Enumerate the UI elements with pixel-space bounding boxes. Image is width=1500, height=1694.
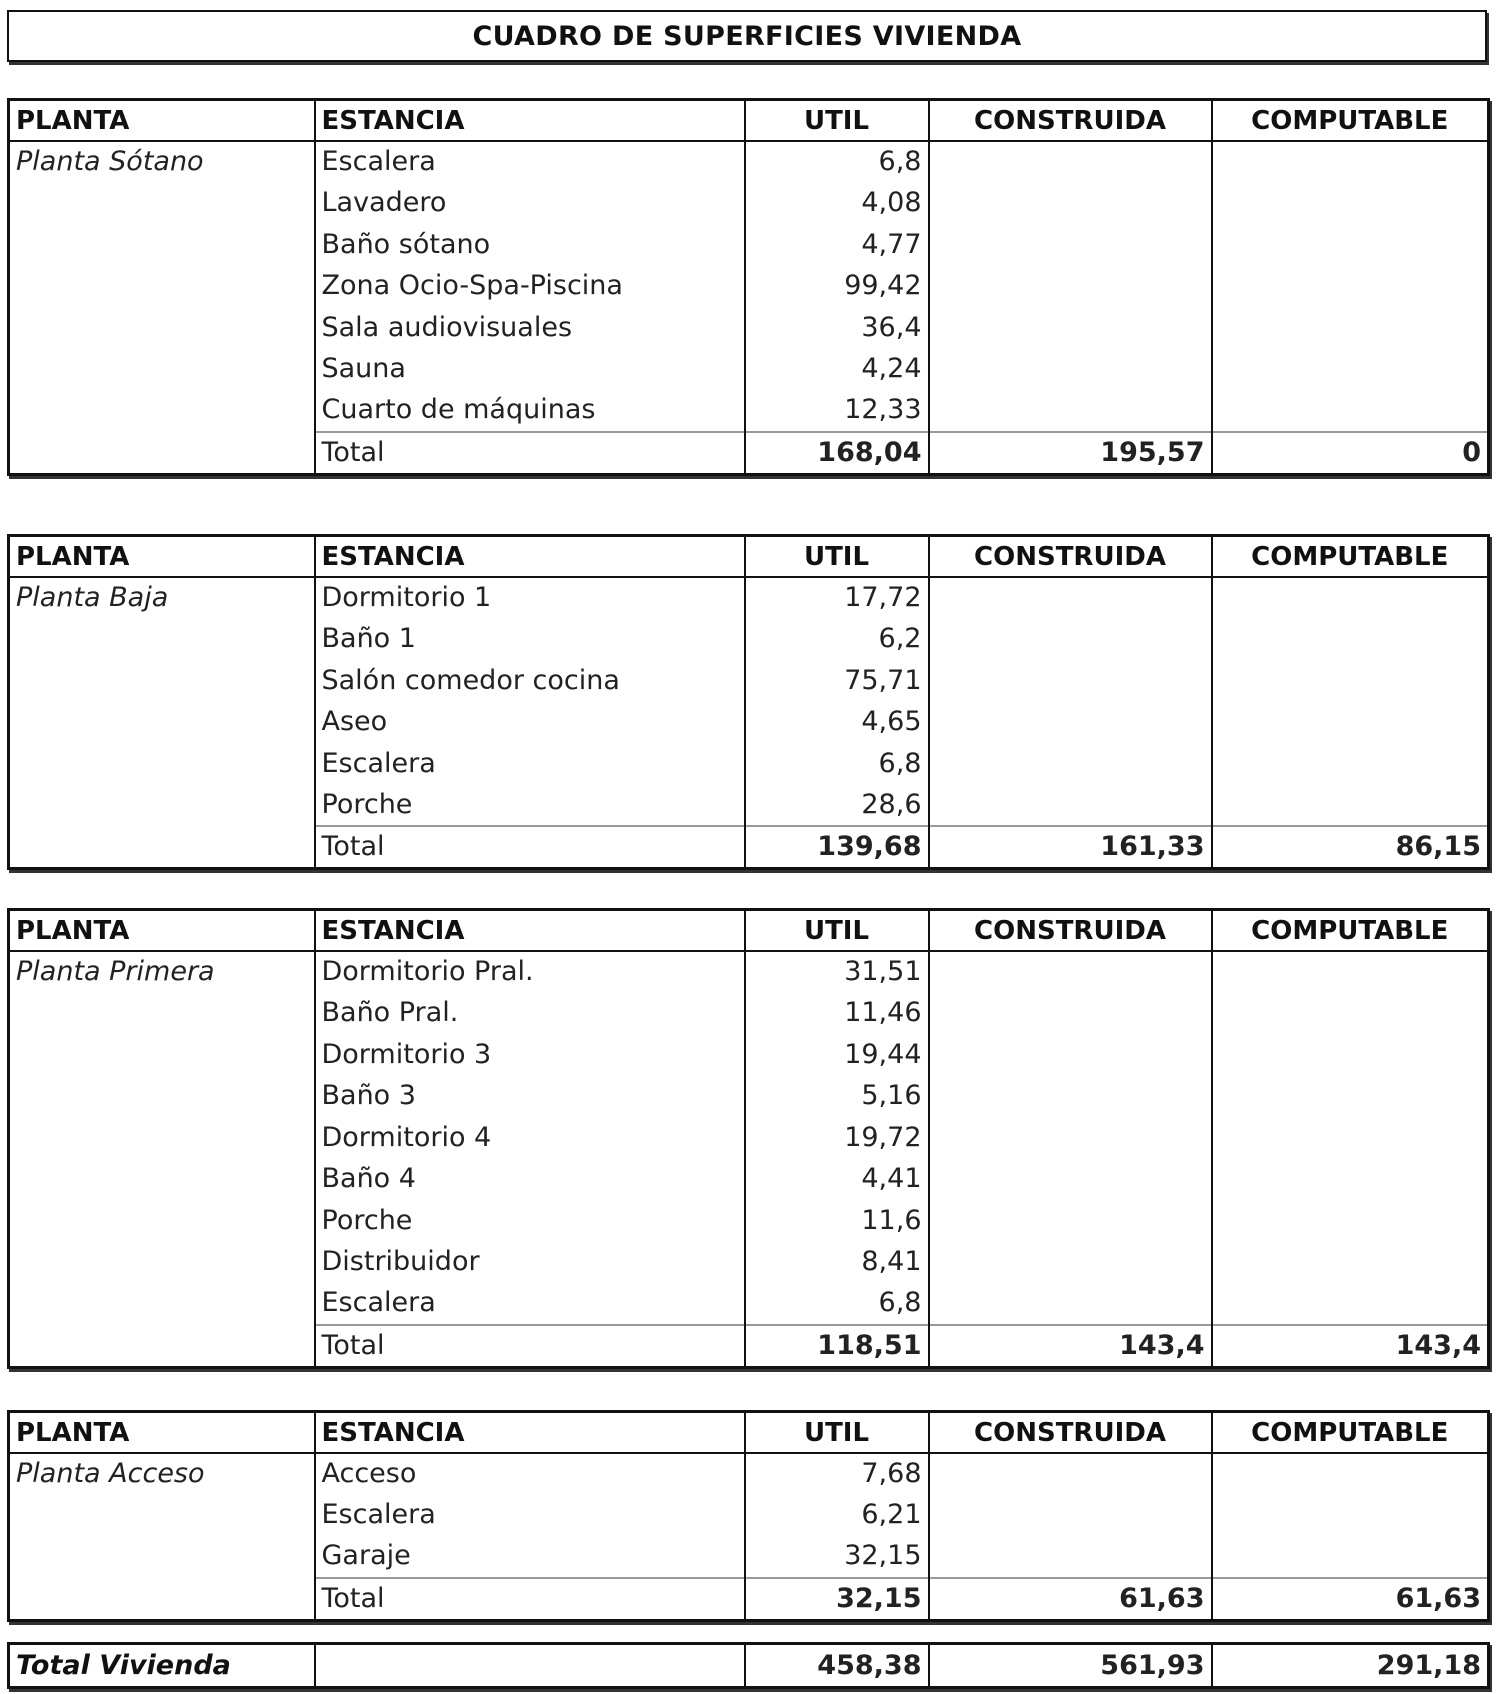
table-row (9, 141, 1489, 183)
room-construida (929, 1453, 1212, 1495)
room-util: 11,6 (745, 1200, 929, 1242)
room-computable (1212, 785, 1489, 827)
room-name: Lavadero (315, 183, 745, 225)
header-util: UTIL (745, 910, 929, 952)
room-computable (1212, 1076, 1489, 1118)
header-estancia: ESTANCIA (315, 536, 745, 578)
room-construida (929, 390, 1212, 432)
grand-total-row (9, 1644, 1489, 1688)
room-construida (929, 660, 1212, 702)
room-computable (1212, 577, 1489, 619)
room-util: 31,51 (745, 951, 929, 993)
room-construida (929, 1536, 1212, 1578)
total-label: Total (315, 1325, 745, 1368)
room-util: 5,16 (745, 1076, 929, 1118)
room-computable (1212, 307, 1489, 349)
room-computable (1212, 660, 1489, 702)
total-computable: 143,4 (1212, 1325, 1489, 1368)
room-name: Porche (315, 1200, 745, 1242)
room-util: 19,72 (745, 1117, 929, 1159)
header-estancia: ESTANCIA (315, 910, 745, 952)
header-computable: COMPUTABLE (1212, 100, 1489, 142)
room-computable (1212, 1200, 1489, 1242)
room-construida (929, 1495, 1212, 1537)
room-computable (1212, 1495, 1489, 1537)
room-util: 4,41 (745, 1159, 929, 1201)
header-computable: COMPUTABLE (1212, 1412, 1489, 1454)
room-construida (929, 183, 1212, 225)
room-name: Salón comedor cocina (315, 660, 745, 702)
room-construida (929, 1283, 1212, 1325)
header-planta: PLANTA (9, 1412, 315, 1454)
room-util: 12,33 (745, 390, 929, 432)
room-computable (1212, 1159, 1489, 1201)
room-construida (929, 743, 1212, 785)
room-name: Baño sótano (315, 224, 745, 266)
header-computable: COMPUTABLE (1212, 536, 1489, 578)
header-row (9, 100, 1489, 142)
total-label: Total (315, 432, 745, 475)
room-computable (1212, 266, 1489, 308)
room-computable (1212, 993, 1489, 1035)
room-name: Zona Ocio-Spa-Piscina (315, 266, 745, 308)
room-util: 4,65 (745, 702, 929, 744)
total-util: 168,04 (745, 432, 929, 475)
total-construida: 61,63 (929, 1578, 1212, 1621)
planta-name: Planta Sótano (16, 146, 204, 177)
grand-total-label: Total Vivienda (16, 1649, 231, 1681)
planta-name: Planta Primera (16, 956, 215, 987)
room-construida (929, 785, 1212, 827)
header-planta: PLANTA (9, 100, 315, 142)
floor-table (7, 908, 1490, 1369)
grand-total-empty (315, 1644, 745, 1688)
room-name: Porche (315, 785, 745, 827)
total-computable: 86,15 (1212, 826, 1489, 869)
room-util: 99,42 (745, 266, 929, 308)
table-row (9, 1453, 1489, 1495)
room-util: 6,21 (745, 1495, 929, 1537)
room-computable (1212, 141, 1489, 183)
grand-total-table (7, 1642, 1490, 1689)
room-construida (929, 619, 1212, 661)
total-util: 118,51 (745, 1325, 929, 1368)
room-name: Dormitorio 4 (315, 1117, 745, 1159)
room-util: 6,8 (745, 141, 929, 183)
room-name: Escalera (315, 1495, 745, 1537)
table-row (9, 577, 1489, 619)
grand-total-computable: 291,18 (1212, 1644, 1489, 1688)
room-computable (1212, 743, 1489, 785)
room-name: Sala audiovisuales (315, 307, 745, 349)
room-name: Escalera (315, 141, 745, 183)
room-construida (929, 951, 1212, 993)
room-construida (929, 702, 1212, 744)
header-construida: CONSTRUIDA (929, 1412, 1212, 1454)
planta-name: Planta Baja (16, 582, 169, 613)
room-computable (1212, 1536, 1489, 1578)
header-util: UTIL (745, 100, 929, 142)
total-label: Total (315, 1578, 745, 1621)
room-util: 28,6 (745, 785, 929, 827)
header-util: UTIL (745, 1412, 929, 1454)
room-name: Escalera (315, 743, 745, 785)
floor-table (7, 1410, 1490, 1622)
room-name: Sauna (315, 349, 745, 391)
room-name: Dormitorio 1 (315, 577, 745, 619)
total-construida: 195,57 (929, 432, 1212, 475)
header-construida: CONSTRUIDA (929, 100, 1212, 142)
room-name: Cuarto de máquinas (315, 390, 745, 432)
room-construida (929, 1034, 1212, 1076)
room-construida (929, 993, 1212, 1035)
room-construida (929, 349, 1212, 391)
room-util: 4,77 (745, 224, 929, 266)
room-computable (1212, 1453, 1489, 1495)
room-name: Baño 1 (315, 619, 745, 661)
room-name: Baño Pral. (315, 993, 745, 1035)
total-util: 139,68 (745, 826, 929, 869)
room-name: Dormitorio Pral. (315, 951, 745, 993)
room-computable (1212, 390, 1489, 432)
room-construida (929, 266, 1212, 308)
grand-total-util: 458,38 (745, 1644, 929, 1688)
total-construida: 161,33 (929, 826, 1212, 869)
room-computable (1212, 224, 1489, 266)
header-util: UTIL (745, 536, 929, 578)
header-row (9, 1412, 1489, 1454)
header-construida: CONSTRUIDA (929, 536, 1212, 578)
floor-table (7, 534, 1490, 870)
total-construida: 143,4 (929, 1325, 1212, 1368)
room-construida (929, 1200, 1212, 1242)
room-computable (1212, 183, 1489, 225)
room-name: Garaje (315, 1536, 745, 1578)
grand-total-construida: 561,93 (929, 1644, 1212, 1688)
room-computable (1212, 619, 1489, 661)
room-util: 32,15 (745, 1536, 929, 1578)
room-name: Escalera (315, 1283, 745, 1325)
room-computable (1212, 349, 1489, 391)
total-util: 32,15 (745, 1578, 929, 1621)
room-computable (1212, 1117, 1489, 1159)
page-title: CUADRO DE SUPERFICIES VIVIENDA (7, 10, 1487, 62)
room-name: Baño 4 (315, 1159, 745, 1201)
header-estancia: ESTANCIA (315, 100, 745, 142)
room-construida (929, 1242, 1212, 1284)
room-name: Dormitorio 3 (315, 1034, 745, 1076)
room-util: 8,41 (745, 1242, 929, 1284)
room-util: 75,71 (745, 660, 929, 702)
total-computable: 61,63 (1212, 1578, 1489, 1621)
room-computable (1212, 951, 1489, 993)
header-construida: CONSTRUIDA (929, 910, 1212, 952)
room-name: Distribuidor (315, 1242, 745, 1284)
total-label: Total (315, 826, 745, 869)
table-row (9, 951, 1489, 993)
room-construida (929, 141, 1212, 183)
room-construida (929, 224, 1212, 266)
header-computable: COMPUTABLE (1212, 910, 1489, 952)
room-util: 19,44 (745, 1034, 929, 1076)
room-construida (929, 307, 1212, 349)
room-util: 36,4 (745, 307, 929, 349)
header-planta: PLANTA (9, 910, 315, 952)
room-util: 11,46 (745, 993, 929, 1035)
room-name: Aseo (315, 702, 745, 744)
header-planta: PLANTA (9, 536, 315, 578)
room-computable (1212, 702, 1489, 744)
room-construida (929, 577, 1212, 619)
total-computable: 0 (1212, 432, 1489, 475)
room-util: 6,8 (745, 743, 929, 785)
room-name: Acceso (315, 1453, 745, 1495)
room-construida (929, 1076, 1212, 1118)
room-construida (929, 1159, 1212, 1201)
header-row (9, 536, 1489, 578)
room-computable (1212, 1283, 1489, 1325)
room-util: 6,2 (745, 619, 929, 661)
room-util: 7,68 (745, 1453, 929, 1495)
room-util: 4,24 (745, 349, 929, 391)
header-estancia: ESTANCIA (315, 1412, 745, 1454)
room-computable (1212, 1034, 1489, 1076)
room-util: 4,08 (745, 183, 929, 225)
room-computable (1212, 1242, 1489, 1284)
floor-table (7, 98, 1490, 476)
planta-name: Planta Acceso (16, 1458, 205, 1489)
room-construida (929, 1117, 1212, 1159)
header-row (9, 910, 1489, 952)
room-name: Baño 3 (315, 1076, 745, 1118)
room-util: 17,72 (745, 577, 929, 619)
room-util: 6,8 (745, 1283, 929, 1325)
